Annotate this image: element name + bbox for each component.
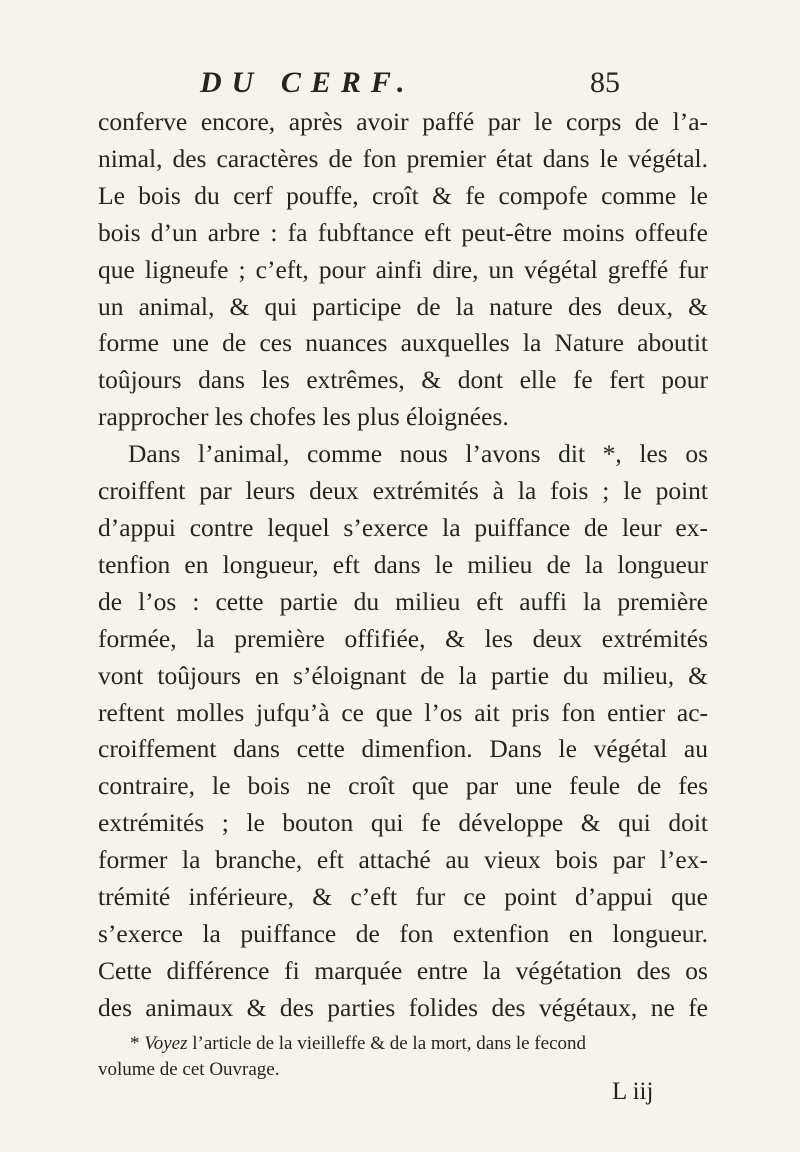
- text-line: Dans l’animal, comme nous l’avons dit *, les os: [128, 439, 708, 469]
- text-line: Cette différence fi marquée entre la végétation des os: [98, 955, 708, 985]
- text-line: bois d’un arbre : fa fubftance eft peut-être moins offeufe: [98, 217, 708, 247]
- running-title: DU CERF.: [200, 66, 415, 99]
- running-head: [200, 66, 620, 106]
- footnote-text: l’article de la vieilleffe & de la mort, dans le fecond: [192, 1033, 586, 1054]
- text-line: nimal, des caractères de fon premier état dans le végétal.: [98, 143, 708, 173]
- text-line: reftent molles jufqu’à ce que l’os ait pris fon entier ac-: [98, 697, 708, 727]
- text-line: s’exerce la puiffance de fon extenfion en longueur.: [98, 918, 708, 948]
- text-line: extrémités ; le bouton qui fe développe & qui doit: [98, 808, 708, 838]
- text-line: de l’os : cette partie du milieu eft auffi la première: [98, 586, 708, 616]
- text-line: tenfion en longueur, eft dans le milieu de la longueur: [98, 549, 708, 579]
- footnote: [98, 1031, 708, 1083]
- text-line: conferve encore, après avoir paffé par le corps de l’a-: [98, 107, 708, 136]
- signature-mark: L iij: [612, 1078, 654, 1105]
- text-line: croiffent par leurs deux extrémités à la fois ; le point: [98, 476, 708, 506]
- text-line: contraire, le bois ne croît que par une feule de fes: [98, 771, 708, 801]
- text-line: Le bois du cerf pouffe, croît & fe compofe comme le: [98, 180, 708, 210]
- text-line: trémité inférieure, & c’eft fur ce point d’appui que: [98, 882, 708, 912]
- footnote-line: volume de cet Ouvrage.: [98, 1059, 280, 1080]
- footnote-voyez: Voyez: [144, 1033, 188, 1054]
- text-line: croiffement dans cette dimenfion. Dans le végétal au: [98, 734, 708, 764]
- text-line: former la branche, eft attaché au vieux bois par l’ex-: [98, 845, 708, 875]
- text-line: forme une de ces nuances auxquelles la Nature aboutit: [98, 328, 708, 358]
- footnote-marker: *: [130, 1033, 140, 1054]
- footnote-line: [98, 1031, 708, 1057]
- text-line: un animal, & qui participe de la nature des deux, &: [98, 291, 708, 321]
- text-line: d’appui contre lequel s’exerce la puiffance de leur ex-: [98, 512, 708, 542]
- text-line: formée, la première offifiée, & les deux extrémités: [98, 623, 708, 653]
- text-line: vont toûjours en s’éloignant de la partie du milieu, &: [98, 660, 708, 690]
- text-line: toûjours dans les extrêmes, & dont elle fe fert pour: [98, 365, 708, 395]
- text-line: que ligneufe ; c’eft, pour ainfi dire, un végétal greffé fur: [98, 254, 708, 284]
- body-text: [98, 104, 708, 1027]
- text-line: des animaux & des parties folides des végétaux, ne fe: [98, 992, 708, 1022]
- text-line: rapprocher les chofes les plus éloignées.: [98, 402, 509, 432]
- page-number: 85: [590, 66, 620, 99]
